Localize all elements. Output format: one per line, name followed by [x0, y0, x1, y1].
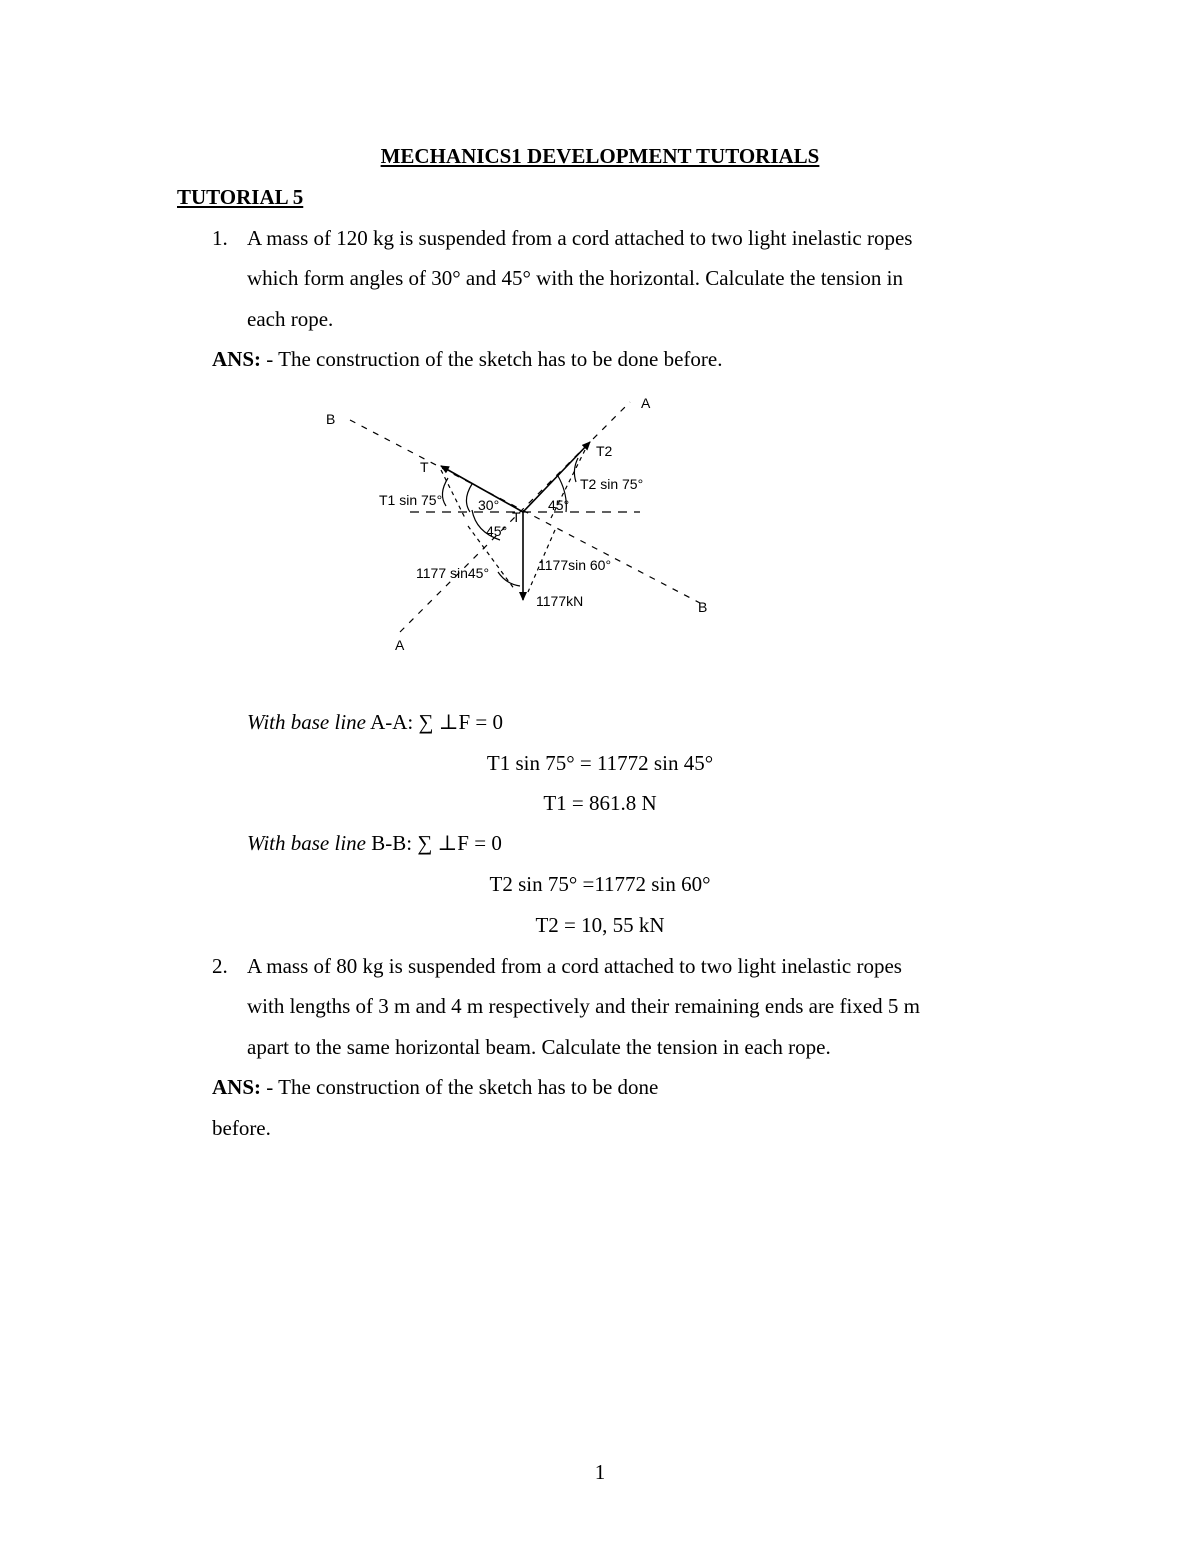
- question-1-number: 1.: [212, 226, 228, 250]
- base-line-a-a-italic: With base line: [247, 710, 366, 734]
- question-1-line-2: which form angles of 30° and 45° with the horizontal. Calculate the tension in: [247, 266, 903, 290]
- question-1-line-3: each rope.: [247, 307, 334, 331]
- base-line-a-a-rest: A-A: ∑ ⊥F = 0: [366, 710, 503, 734]
- base-line-a-a-statement: [247, 712, 503, 733]
- equation-2: T1 = 861.8 N: [543, 791, 657, 815]
- label-1177kn: 1177kN: [536, 593, 584, 609]
- label-b-bottom: B: [698, 599, 708, 615]
- angle-arc-weight: [498, 572, 520, 586]
- answer-text-2: - The construction of the sketch has to be done: [261, 1075, 659, 1099]
- label-t-center: T: [512, 509, 521, 525]
- label-angle-30: 30°: [478, 497, 500, 513]
- answer-label-2: ANS:: [212, 1075, 262, 1099]
- answer-label: ANS:: [212, 347, 262, 371]
- question-2-number: 2.: [212, 954, 228, 978]
- question-2-line-3: apart to the same horizontal beam. Calculate the tension in each rope.: [247, 1035, 831, 1059]
- document-title: MECHANICS1 DEVELOPMENT TUTORIALS: [380, 144, 820, 168]
- label-a-bottom: A: [395, 637, 405, 653]
- label-angle-45-low: 45°: [486, 523, 508, 539]
- force-diagram: [0, 0, 1200, 700]
- angle-arc-30: [466, 484, 472, 512]
- label-t2: T2: [596, 443, 613, 459]
- label-t1-sin-75: T1 sin 75°: [379, 492, 443, 508]
- equation-1: T1 sin 75° = 11772 sin 45°: [486, 751, 714, 775]
- label-1177-sin60: 1177sin 60°: [538, 557, 612, 573]
- tutorial-heading: TUTORIAL 5: [177, 185, 304, 209]
- answer-text: - The construction of the sketch has to be done before.: [261, 347, 723, 371]
- label-b-top: B: [326, 411, 336, 427]
- question-2-line-2: with lengths of 3 m and 4 m respectively and their remaining ends are fixed 5 m: [247, 994, 920, 1018]
- label-t2-sin-75: T2 sin 75°: [580, 476, 644, 492]
- base-line-b-b: [350, 420, 700, 603]
- question-2-line-1: A mass of 80 kg is suspended from a cord attached to two light inelastic ropes: [247, 954, 902, 978]
- label-1177-sin45: 1177 sin45°: [416, 565, 490, 581]
- angle-arc-t1: [442, 478, 448, 506]
- label-angle-45-right: 45°: [548, 497, 570, 513]
- question-1-line-1: A mass of 120 kg is suspended from a cord attached to two light inelastic ropes: [247, 226, 913, 250]
- equation-3: T2 sin 75° =11772 sin 60°: [489, 872, 711, 896]
- question-2-answer-continued: before.: [212, 1116, 271, 1140]
- base-line-b-b-statement: [247, 833, 502, 854]
- base-line-b-b-rest: B-B: ∑ ⊥F = 0: [366, 831, 502, 855]
- page-number: 1: [594, 1460, 606, 1484]
- angle-arc-t2: [574, 458, 578, 482]
- question-2-answer: [212, 1077, 658, 1098]
- label-t1: T: [420, 459, 429, 475]
- base-line-b-b-italic: With base line: [247, 831, 366, 855]
- equation-4: T2 = 10, 55 kN: [535, 913, 665, 937]
- label-a-top: A: [641, 395, 651, 411]
